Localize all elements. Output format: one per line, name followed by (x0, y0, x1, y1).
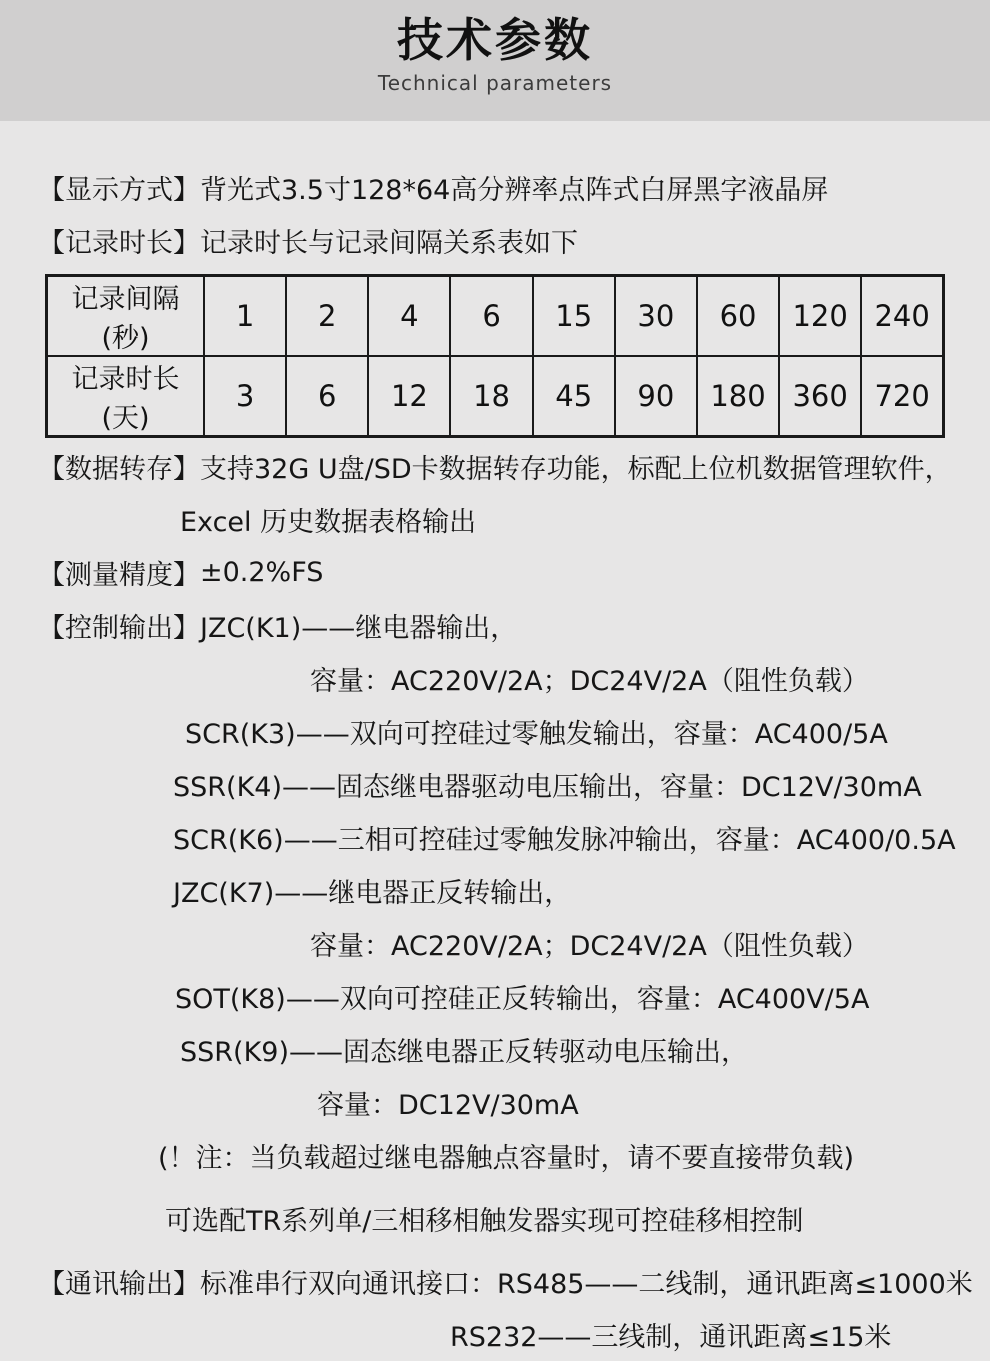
table-cell: 240 (861, 276, 943, 357)
spec-label: 【测量精度】 (38, 560, 200, 591)
table-cell: 60 (697, 276, 779, 357)
table-cell: 90 (615, 356, 697, 437)
spec-text: ±0.2%FS (200, 557, 324, 588)
page-header (0, 0, 990, 121)
spec-line-display (0, 161, 990, 214)
table-cell: 3 (204, 356, 286, 437)
spec-text: SSR(K4)——固态继电器驱动电压输出，容量：DC12V/30mA (173, 772, 922, 803)
control-line-k8 (0, 970, 990, 1023)
spec-text: 背光式3.5寸128*64高分辨率点阵式白屏黑字液晶屏 (200, 175, 829, 206)
spec-line-control-output (0, 599, 990, 652)
spec-line-data-transfer-cont (0, 493, 990, 546)
table-cell: 6 (450, 276, 532, 357)
spec-text: 标准串行双向通讯接口：RS485——二线制，通讯距离≤1000米 (200, 1269, 973, 1300)
control-line-k3 (0, 705, 990, 758)
record-interval-table (45, 274, 945, 438)
spec-label: 【控制输出】 (38, 613, 200, 644)
table-cell: 180 (697, 356, 779, 437)
spec-text: Excel 历史数据表格输出 (180, 507, 477, 538)
control-line-k1-capacity (0, 652, 990, 705)
control-line-k4 (0, 758, 990, 811)
page-title: 技术参数 (397, 13, 593, 67)
control-line-k9 (0, 1023, 990, 1076)
table-cell: 15 (533, 276, 615, 357)
spec-text: JZC(K1)——继电器输出， (200, 613, 518, 644)
spec-text: 容量：AC220V/2A；DC24V/2A（阻性负载） (310, 931, 869, 962)
control-line-k6 (0, 811, 990, 864)
spec-text: SCR(K6)——三相可控硅过零触发脉冲输出，容量：AC400/0.5A (173, 825, 956, 856)
table-cell: 30 (615, 276, 697, 357)
spec-line-comm-output (0, 1255, 990, 1308)
spec-line-comm-output-cont (0, 1308, 990, 1361)
control-line-optional (0, 1192, 990, 1245)
control-line-k9-capacity (0, 1076, 990, 1129)
spec-text: RS232——三线制，通讯距离≤15米 (450, 1322, 892, 1353)
spec-label: 【数据转存】 (38, 454, 200, 485)
spec-line-data-transfer (0, 440, 990, 493)
spec-text: 记录时长与记录间隔关系表如下 (200, 228, 578, 259)
page-subtitle: Technical parameters (377, 71, 613, 95)
table-cell: 2 (286, 276, 368, 357)
spec-list (0, 121, 990, 1361)
table-header-cell: 记录间隔(秒) (47, 276, 205, 357)
spec-text: JZC(K7)——继电器正反转输出， (173, 878, 572, 909)
spec-text: 容量：AC220V/2A；DC24V/2A（阻性负载） (310, 666, 869, 697)
spec-text: 支持32G U盘/SD卡数据转存功能，标配上位机数据管理软件， (200, 454, 952, 485)
table-cell: 720 (861, 356, 943, 437)
control-line-k7 (0, 864, 990, 917)
spec-label: 【显示方式】 (38, 175, 200, 206)
table-row-interval (47, 276, 944, 357)
spec-text: 可选配TR系列单/三相移相触发器实现可控硅移相控制 (165, 1206, 804, 1237)
table-cell: 120 (779, 276, 861, 357)
spec-text: SCR(K3)——双向可控硅过零触发输出，容量：AC400/5A (185, 719, 888, 750)
table-cell: 4 (368, 276, 450, 357)
spec-line-accuracy (0, 546, 990, 599)
table-cell: 12 (368, 356, 450, 437)
table-cell: 18 (450, 356, 532, 437)
table-cell: 45 (533, 356, 615, 437)
spec-line-record-duration (0, 214, 990, 267)
spec-label: 【记录时长】 (38, 228, 200, 259)
table-cell: 360 (779, 356, 861, 437)
spec-text: 容量：DC12V/30mA (317, 1090, 579, 1121)
table-row-duration (47, 356, 944, 437)
control-line-k7-capacity (0, 917, 990, 970)
table-header-cell: 记录时长(天) (47, 356, 205, 437)
control-line-note (0, 1129, 990, 1182)
table-cell: 6 (286, 356, 368, 437)
spec-label: 【通讯输出】 (38, 1269, 200, 1300)
spec-text: (！注：当负载超过继电器触点容量时，请不要直接带负载) (158, 1143, 855, 1174)
table-cell: 1 (204, 276, 286, 357)
spec-text: SSR(K9)——固态继电器正反转驱动电压输出， (180, 1037, 748, 1068)
spec-text: SOT(K8)——双向可控硅正反转输出，容量：AC400V/5A (175, 984, 870, 1015)
